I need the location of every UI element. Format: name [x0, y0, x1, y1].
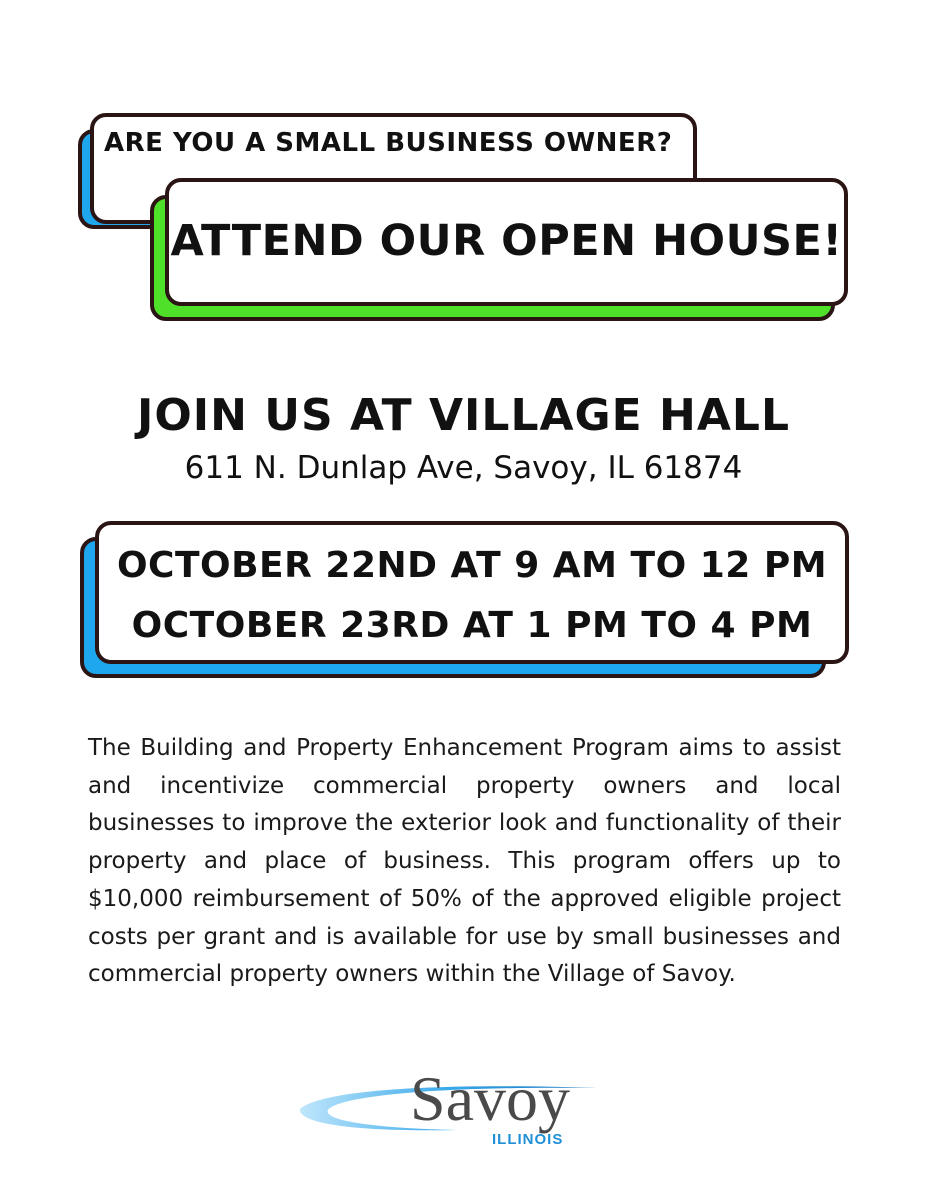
date-line-1: OCTOBER 22ND AT 9 AM TO 12 PM: [116, 545, 828, 586]
location-address: 611 N. Dunlap Ave, Savoy, IL 61874: [184, 450, 743, 486]
logo-wordmark: Savoy: [410, 1063, 570, 1134]
program-description: The Building and Property Enhancement Program aims to assist and incentivize commercial property owners and local businesses to improve the exterior look and functionality of their property and place of business. This program offers up to $10,000 reimbursement of 50% of the approved eligible project costs per grant and is available for use by small businesses and commercial property owners within the Village of Savoy.: [88, 735, 841, 988]
question-text: ARE YOU A SMALL BUSINESS OWNER?: [104, 128, 673, 158]
location-title: JOIN US AT VILLAGE HALL: [137, 390, 790, 441]
headline-text: ATTEND OUR OPEN HOUSE!: [170, 216, 843, 266]
date-line-2: OCTOBER 23RD AT 1 PM TO 4 PM: [131, 605, 813, 646]
savoy-logo: [298, 1062, 603, 1154]
logo-state: ILLINOIS: [492, 1131, 564, 1148]
